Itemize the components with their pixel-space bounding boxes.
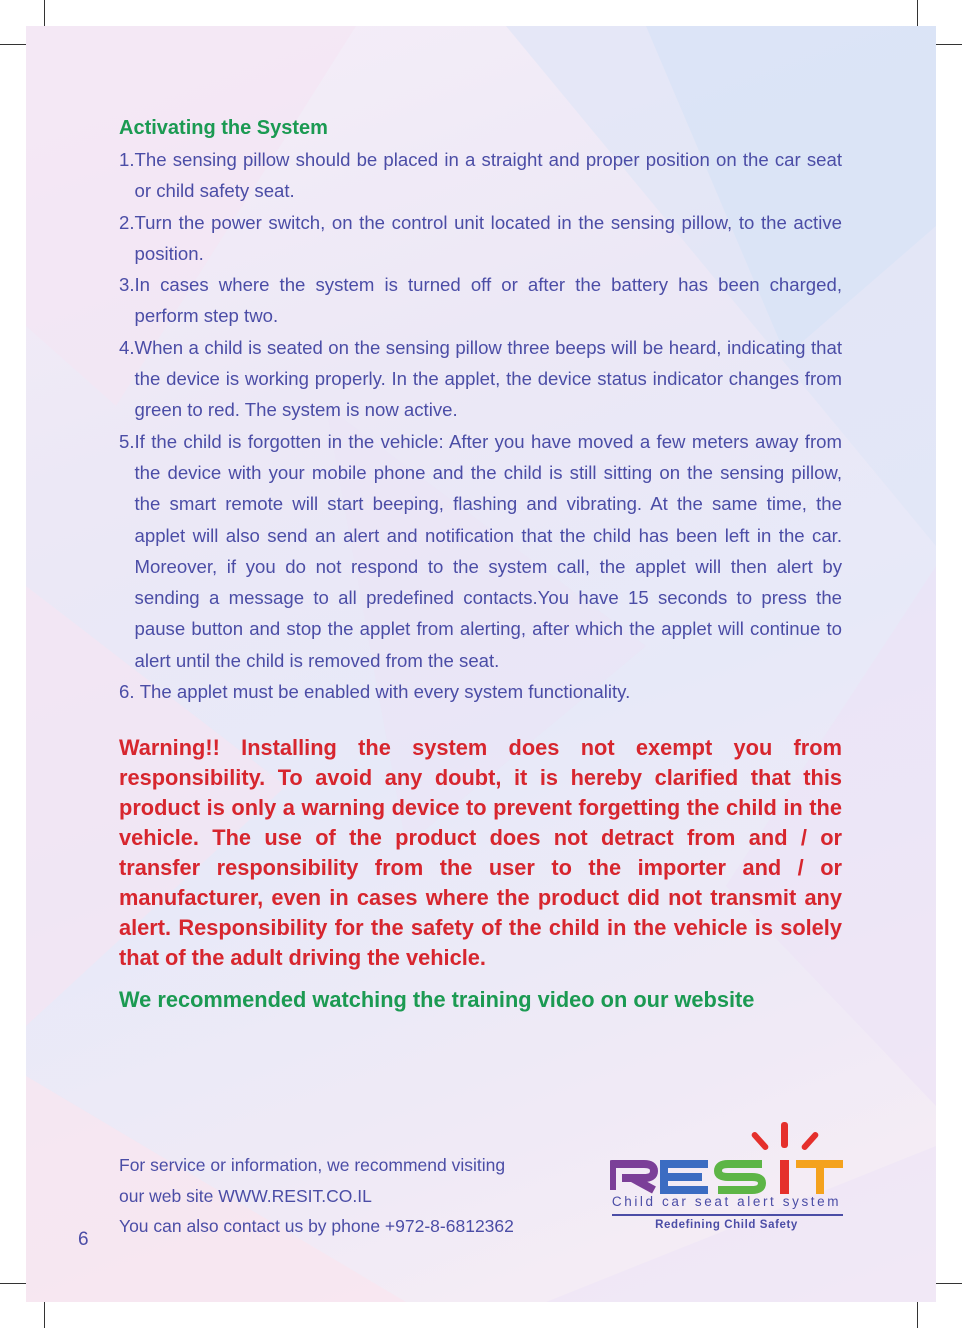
contact-line: You can also contact us by phone +972-8-6812362 <box>119 1216 514 1236</box>
crop-mark-top-right-v <box>917 0 918 26</box>
page-number: 6 <box>78 1229 89 1250</box>
step-number: 1. <box>119 149 135 170</box>
step-text: Turn the power switch, on the control unit located in the sensing pillow, to the active position. <box>134 211 842 264</box>
step-text: When a child is seated on the sensing pillow three beeps will be heard, indicating that the device is working properly. In the applet, the device status indicator changes from green to red. The system is now active. <box>134 336 842 421</box>
step-item <box>119 144 842 207</box>
step-number: 5. <box>119 430 135 452</box>
step-text: If the child is forgotten in the vehicle: After you have moved a few meters away from the device with your mobile phone and the child is still sitting on the sensing pillow, the smart remote will start beeping, flashing and vibrating. At the same time, the applet will also send an alert and notification that the child has been left in the car. Moreover, if you do not respond to the system call, the applet will then alert by sending a message to all predefined contacts.You have 15 seconds to press the pause button and stop the applet from alerting, after which the applet will continue to alert until the child is removed from the seat. <box>134 430 842 671</box>
step-item <box>119 426 842 676</box>
logo-divider <box>612 1214 843 1216</box>
contact-info <box>119 1150 589 1242</box>
contact-line: our web site WWW.RESIT.CO.IL <box>119 1185 372 1206</box>
crop-mark-top-left-h <box>0 44 26 45</box>
warning-text: Warning!! Installing the system does not exempt you from responsibility. To avoid any doubt, it is hereby clarified that this product is only a warning device to prevent forgetting the child in the vehicle. The use of the product does not detract from and / or transfer responsibility from the user to the importer and / or manufacturer, even in cases where the product did not transmit any alert. Responsibility for the safety of the child in the vehicle is solely that of the adult driving the vehicle. <box>119 735 842 971</box>
logo-tagline: Child car seat alert system <box>611 1194 842 1209</box>
section-title: Activating the System <box>119 117 328 139</box>
step-number: 6. <box>119 681 140 703</box>
recommendation-text: We recommended watching the training video on our website <box>119 987 755 1013</box>
step-item <box>119 676 842 707</box>
crop-mark-bottom-right-h <box>936 1283 962 1284</box>
contact-line: For service or information, we recommend visiting <box>119 1155 506 1175</box>
main-content <box>119 112 842 1015</box>
resit-wordmark-icon <box>610 1118 843 1194</box>
step-number: 2. <box>119 211 135 233</box>
crop-mark-bottom-right-v <box>917 1302 918 1328</box>
step-number: 4. <box>119 336 135 358</box>
crop-mark-top-right-h <box>936 44 962 45</box>
step-item <box>119 207 842 270</box>
step-text: The applet must be enabled with every system functionality. <box>139 681 631 703</box>
step-text: In cases where the system is turned off or after the battery has been charged, perform step two. <box>134 274 842 327</box>
activation-steps <box>119 144 842 707</box>
crop-mark-bottom-left-v <box>44 1302 45 1328</box>
step-text: The sensing pillow should be placed in a straight and proper position on the car seat or child safety seat. <box>134 149 842 202</box>
step-item <box>119 332 842 426</box>
step-item <box>119 269 842 332</box>
crop-mark-bottom-left-h <box>0 1283 26 1284</box>
logo-subtitle: Redefining Child Safety <box>655 1219 798 1231</box>
crop-mark-top-left-v <box>44 0 45 26</box>
resit-logo <box>610 1118 843 1236</box>
step-number: 3. <box>119 274 135 296</box>
